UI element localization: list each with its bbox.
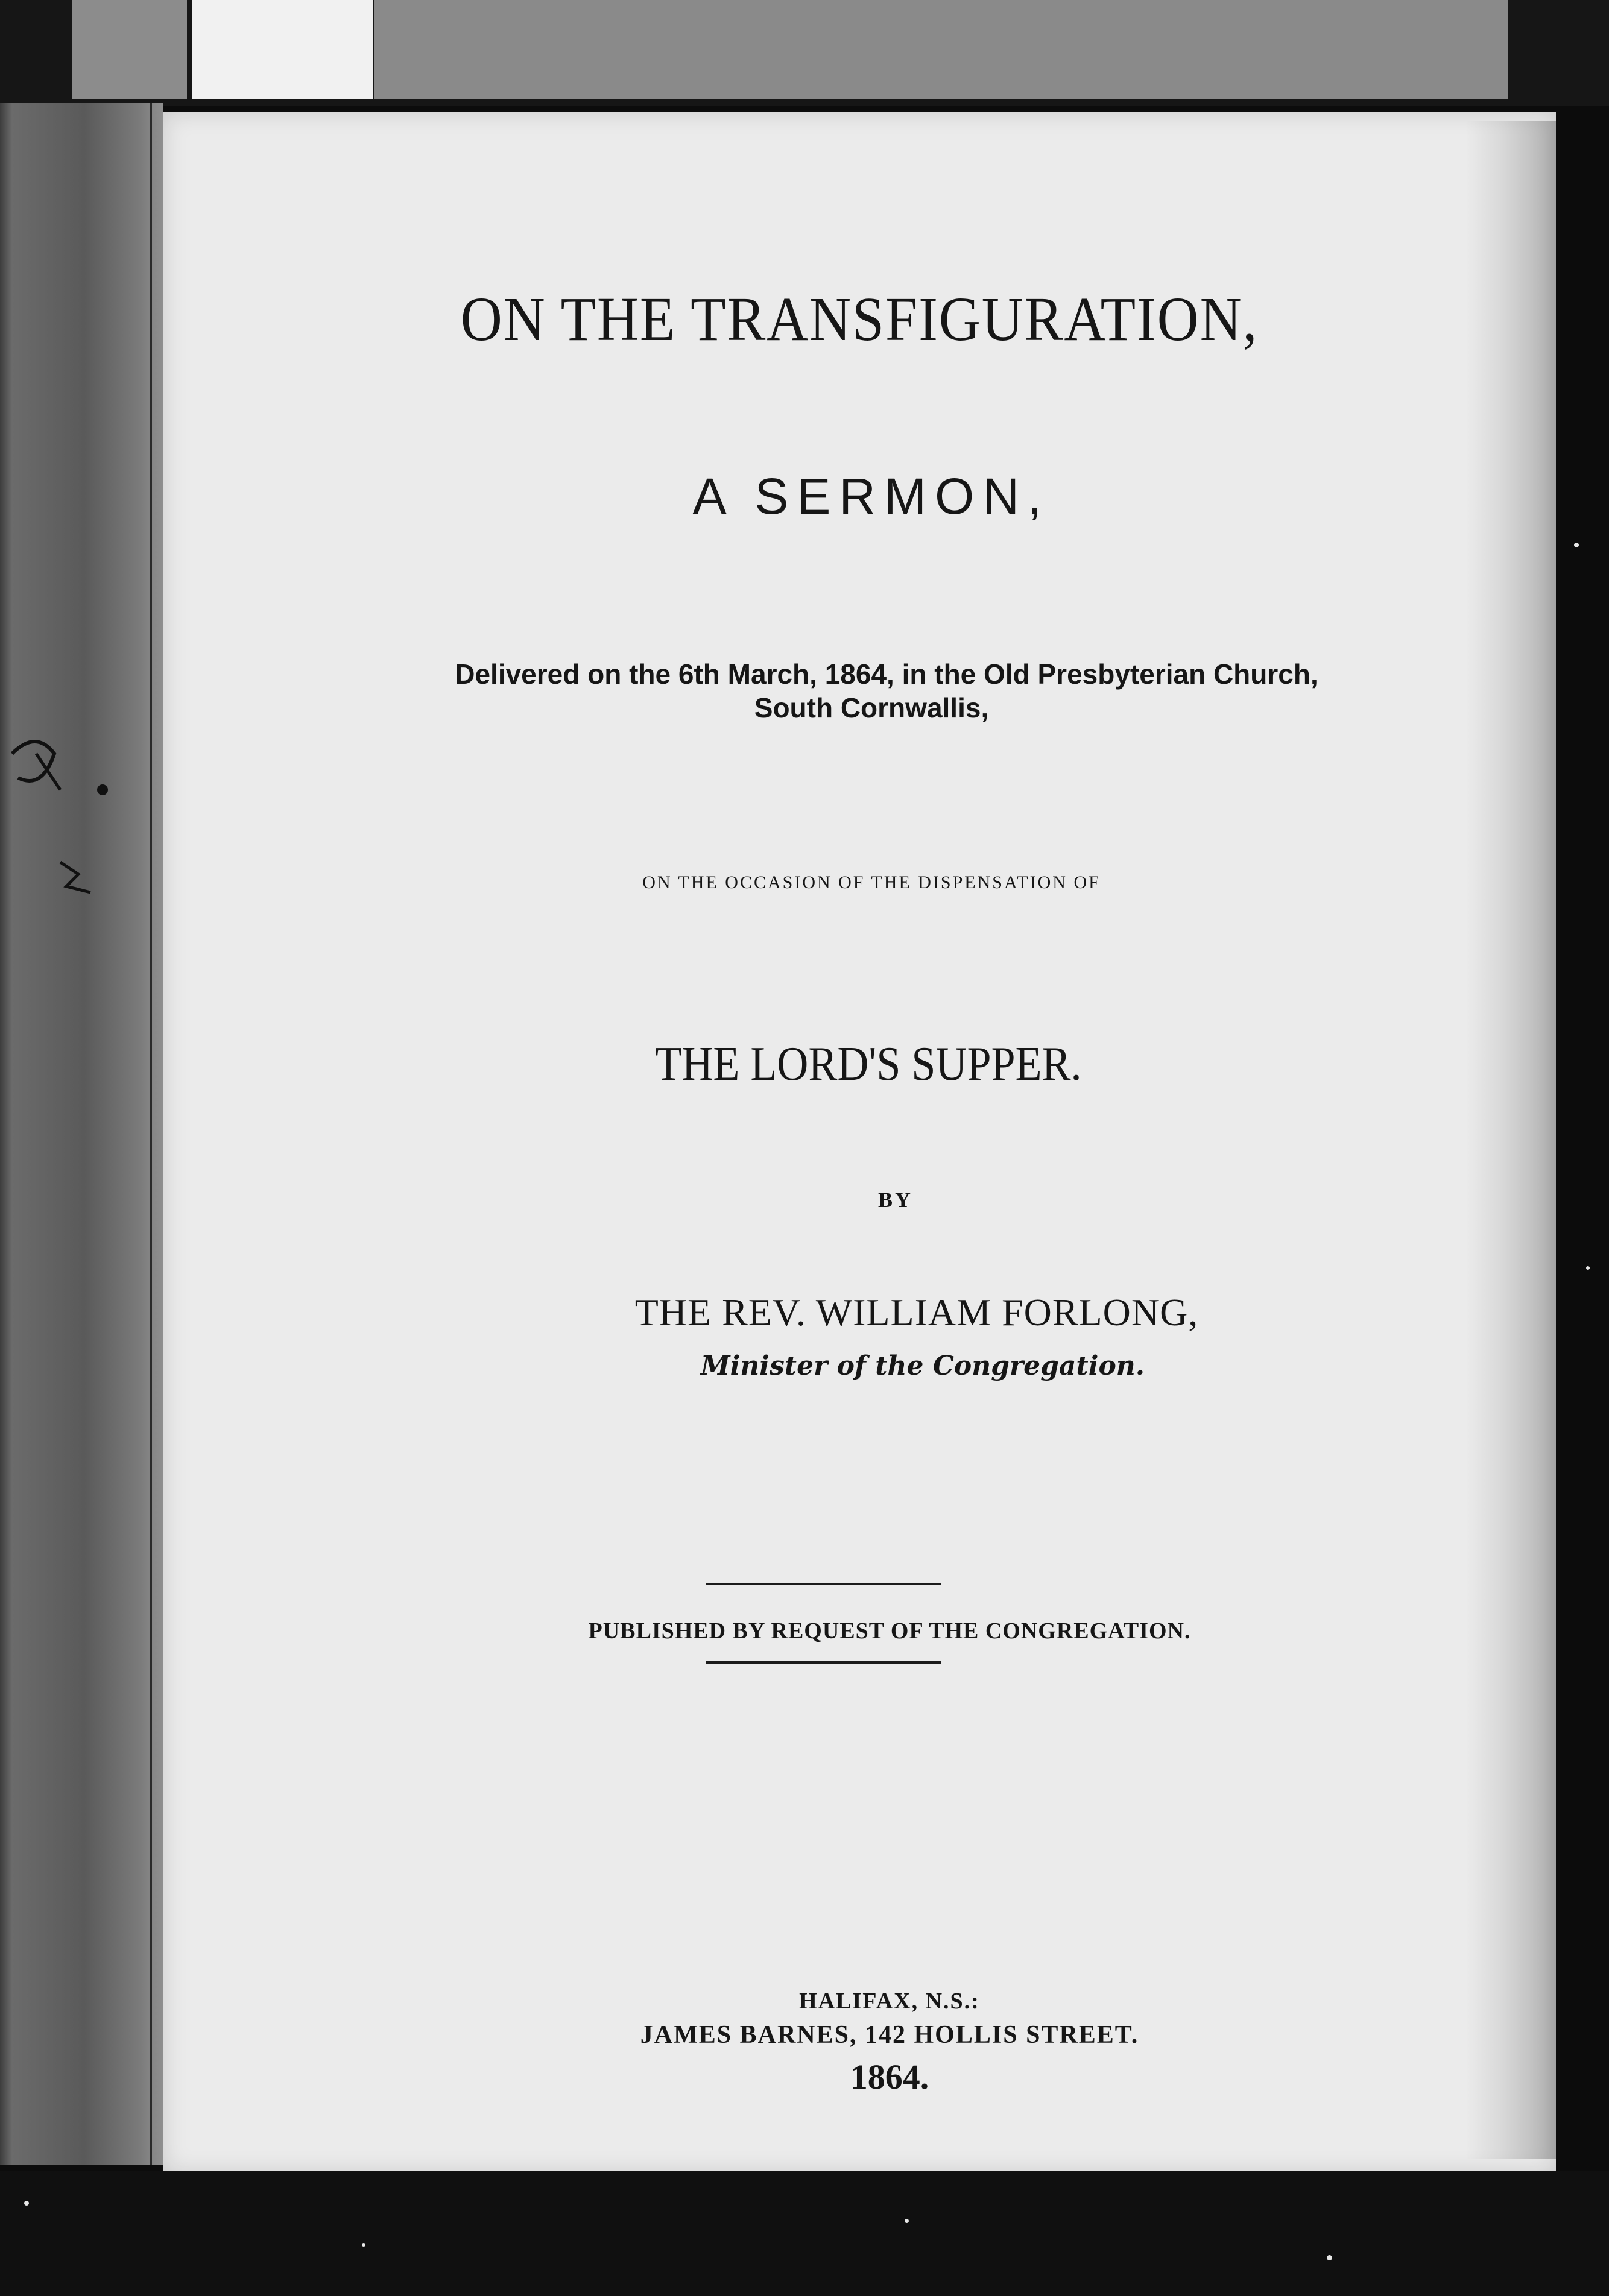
book-subtitle: A SERMON, (692, 468, 1051, 525)
author-name: THE REV. WILLIAM FORLONG, (634, 1291, 1199, 1334)
author-role: Minister of the Congregation. (700, 1351, 1145, 1381)
publication-place: HALIFAX, N.S.: (799, 1988, 980, 2014)
scan-speck (1574, 543, 1579, 547)
scan-speck (905, 2219, 909, 2223)
scan-top-card (72, 0, 187, 99)
occasion-line: ON THE OCCASION OF THE DISPENSATION OF (642, 872, 1101, 892)
delivery-line-2: South Cornwallis, (754, 692, 989, 724)
title-page-content (163, 112, 1556, 2174)
publication-note: PUBLISHED BY REQUEST OF THE CONGREGATION. (588, 1618, 1191, 1644)
book-spine (0, 102, 163, 2165)
scan-top-card (192, 0, 373, 99)
book-title: ON THE TRANSFIGURATION, (460, 285, 1259, 354)
scan-speck (1327, 2255, 1332, 2260)
delivery-line-1: Delivered on the 6th March, 1864, in the Old Presbyterian Church, (455, 658, 1318, 690)
publication-year: 1864. (850, 2057, 929, 2096)
printer-name: JAMES BARNES, 142 HOLLIS STREET. (640, 2021, 1139, 2049)
scan-speck (362, 2243, 365, 2247)
event-name: THE LORD'S SUPPER. (655, 1038, 1082, 1091)
by-line: BY (877, 1188, 913, 1212)
divider-rule (706, 1661, 941, 1664)
spine-handwriting-marks (0, 102, 163, 2165)
scan-top-card (374, 0, 1508, 99)
scan-speck (24, 2201, 29, 2206)
scan-speck (1586, 1266, 1590, 1270)
scan-bottom-border (0, 2171, 1609, 2296)
divider-rule (706, 1583, 941, 1585)
delivery-details (163, 657, 1556, 725)
